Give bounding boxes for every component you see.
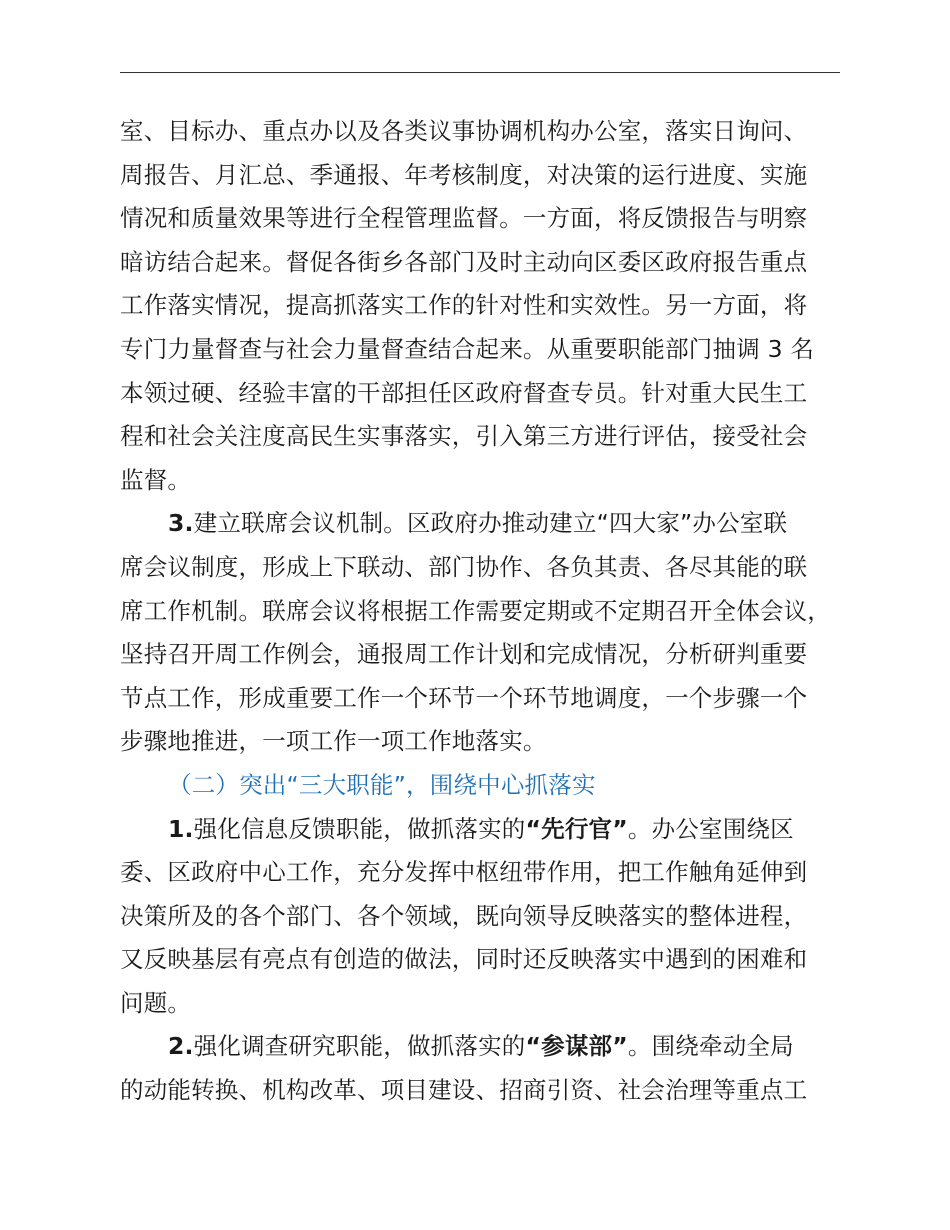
item-3-text: 建立联席会议机制。区政府办推动建立“四大家”办公室联: [193, 509, 788, 538]
item-1-first-line: [120, 808, 840, 852]
item-2-text-tail: 。围绕牵动全局: [627, 1032, 794, 1061]
document-body: [120, 110, 840, 1113]
section-heading: （二）突出“三大职能”，围绕中心抓落实: [168, 770, 596, 799]
item-1-text: 强化信息反馈职能，做抓落实的: [193, 814, 526, 843]
item-3-first-line: [120, 502, 840, 546]
body-line: 监督。: [120, 465, 192, 494]
body-line: 专门力量督查与社会力量督查结合起来。从重要职能部门抽调 3 名: [120, 334, 815, 363]
item-1-number: 1.: [168, 814, 194, 843]
body-line: 情况和质量效果等进行全程管理监督。一方面，将反馈报告与明察: [120, 204, 808, 233]
item-2-quoted-title: “参谋部”: [525, 1032, 628, 1061]
item-2-number: 2.: [168, 1032, 194, 1061]
body-line: 坚持召开周工作例会，通报周工作计划和完成情况，分析研判重要: [120, 640, 808, 669]
body-line: 又反映基层有亮点有创造的做法，同时还反映落实中遇到的困难和: [120, 945, 808, 974]
item-1-quoted-title: “先行官”: [525, 814, 628, 843]
item-1-text-tail: 。办公室围绕区: [627, 814, 794, 843]
header-rule: [120, 72, 840, 73]
item-2-first-line: [120, 1025, 840, 1069]
body-line: 本领过硬、经验丰富的干部担任区政府督查专员。针对重大民生工: [120, 378, 808, 407]
body-line: 节点工作，形成重要工作一个环节一个环节地调度，一个步骤一个: [120, 683, 808, 712]
body-line: 委、区政府中心工作，充分发挥中枢纽带作用，把工作触角延伸到: [120, 858, 808, 887]
item-3-number: 3.: [168, 509, 194, 538]
body-line: 的动能转换、机构改革、项目建设、招商引资、社会治理等重点工: [120, 1076, 808, 1105]
body-line: 工作落实情况，提高抓落实工作的针对性和实效性。另一方面，将: [120, 291, 808, 320]
body-line: 程和社会关注度高民生实事落实，引入第三方进行评估，接受社会: [120, 422, 808, 451]
body-line: 决策所及的各个部门、各个领域，既向领导反映落实的整体进程，: [120, 901, 808, 930]
body-line: 席会议制度，形成上下联动、部门协作、各负其责、各尽其能的联: [120, 552, 808, 581]
body-line: 问题。: [120, 988, 192, 1017]
body-line: 周报告、月汇总、季通报、年考核制度，对决策的运行进度、实施: [120, 160, 808, 189]
body-line: 暗访结合起来。督促各街乡各部门及时主动向区委区政府报告重点: [120, 247, 808, 276]
item-2-text: 强化调查研究职能，做抓落实的: [193, 1032, 526, 1061]
body-line: 步骤地推进，一项工作一项工作地落实。: [120, 727, 547, 756]
body-line: 室、目标办、重点办以及各类议事协调机构办公室，落实日询问、: [120, 117, 808, 145]
body-line: 席工作机制。联席会议将根据工作需要定期或不定期召开全体会议，: [120, 596, 831, 625]
